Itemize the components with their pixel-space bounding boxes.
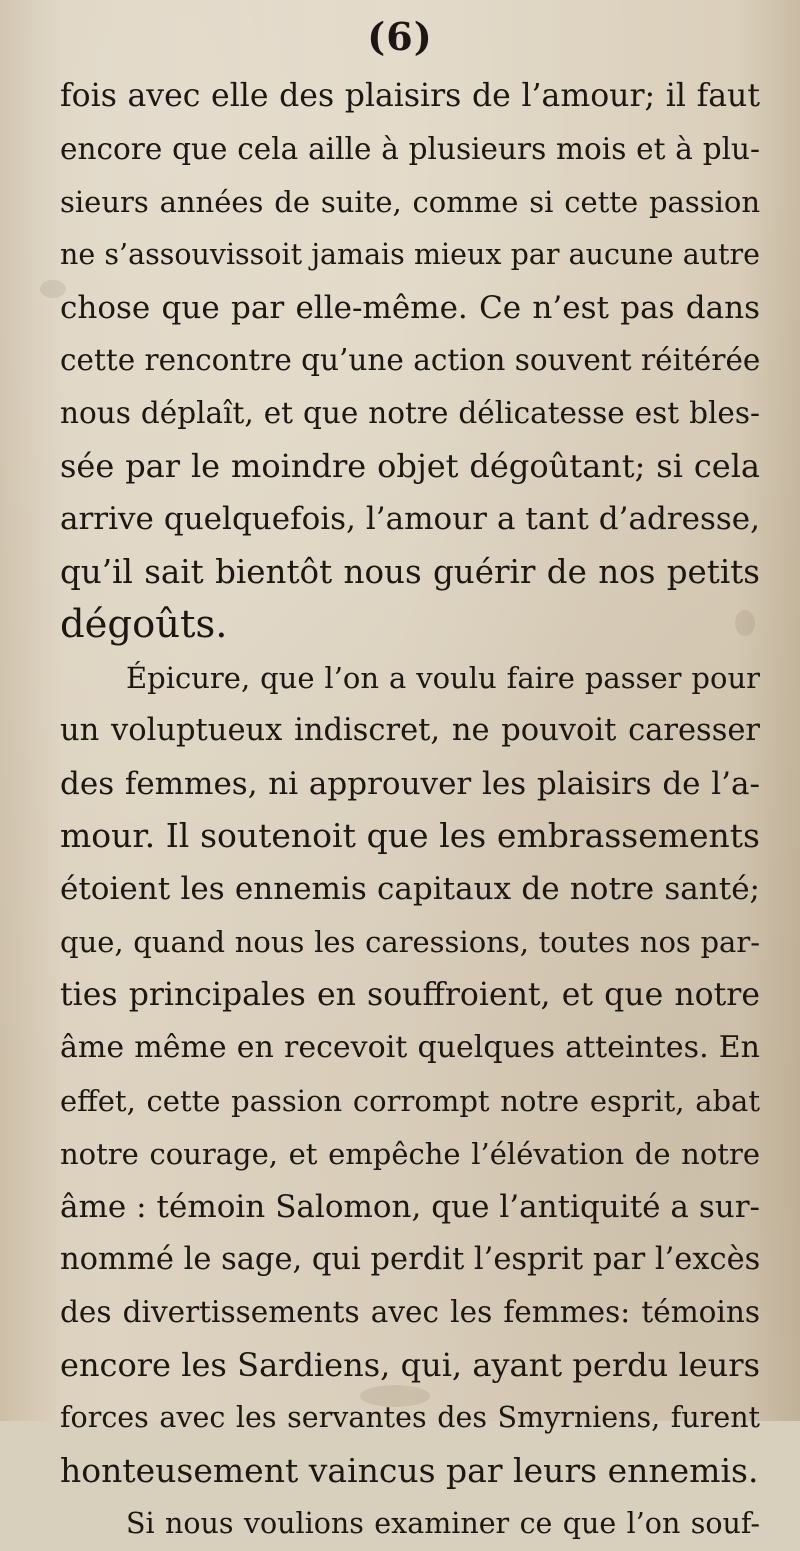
text-line: âme : témoin Salomon, que l’antiquité a sur- [60,1188,760,1225]
text-line: dégoûts. [60,601,228,647]
text-line: effet, cette passion corrompt notre esprit, abat [60,1083,760,1118]
text-line: honteusement vaincus par leurs ennemis. [60,1451,759,1491]
text-line: arrive quelquefois, l’amour a tant d’adresse, [60,501,760,538]
text-line: des divertissements avec les femmes: témoins [60,1295,760,1330]
text-line: un voluptueux indiscret, ne pouvoit caresser [60,712,760,748]
text-line: que, quand nous les caressions, toutes nos par- [60,925,760,960]
text-line: notre courage, et empêche l’élévation de notre [60,1136,760,1171]
text-line: encore que cela aille à plusieurs mois et à plu- [60,131,760,166]
text-line: sieurs années de suite, comme si cette passion [60,184,760,219]
text-line: mour. Il soutenoit que les embrassements [60,816,760,856]
body-text [60,70,760,1551]
text-line: cette rencontre qu’une action souvent réitérée [60,343,760,378]
text-line: encore les Sardiens, qui, ayant perdu leurs [60,1346,760,1385]
text-line: sée par le moindre objet dégoûtant; si cela [60,447,760,486]
text-line: nous déplaît, et que notre délicatesse est bles- [60,396,760,431]
text-line: qu’il sait bientôt nous guérir de nos petits [60,553,760,592]
text-line: nommé le sage, qui perdit l’esprit par l’excès [60,1241,760,1277]
text-line: fois avec elle des plaisirs de l’amour; il faut [60,78,760,114]
text-line: ties principales en souffroient, et que notre [60,977,760,1014]
text-line: chose que par elle-même. Ce n’est pas dans [60,289,760,326]
text-line: Si nous voulions examiner ce que l’on souf- [126,1507,760,1541]
text-line: des femmes, ni approuver les plaisirs de l’a- [60,765,760,802]
text-line: ne s’assouvissoit jamais mieux par aucune autre [60,237,760,271]
text-line: forces avec les servantes des Smyrniens, furent [60,1401,760,1435]
text-line: Épicure, que l’on a voulu faire passer pour [126,660,760,695]
text-line: âme même en recevoit quelques atteintes. En [60,1030,760,1066]
text-line: étoient les ennemis capitaux de notre santé; [60,871,760,908]
page-number: (6) [367,14,433,59]
